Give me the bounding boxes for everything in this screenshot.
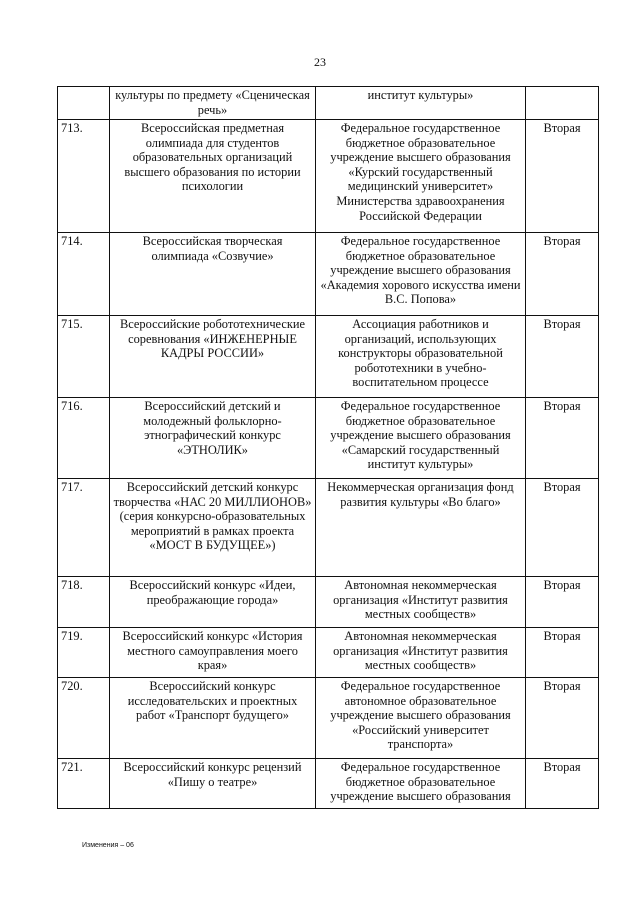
table-row (58, 87, 599, 120)
organizer: институт культуры» (316, 87, 526, 120)
level: Вторая (526, 120, 599, 233)
level: Вторая (526, 759, 599, 809)
organizer: Федеральное государственное бюджетное образовательное учреждение высшего образования (316, 759, 526, 809)
row-number: 714. (58, 233, 110, 316)
table-row (58, 479, 599, 577)
event-name: Всероссийский детский конкурс творчества «НАС 20 МИЛЛИОНОВ» (серия конкурсно-образовательных мероприятий в рамках проекта «МОСТ В БУДУЩЕЕ») (110, 479, 316, 577)
table-row (58, 120, 599, 233)
event-name: Всероссийский конкурс «Идеи, преображающие города» (110, 577, 316, 628)
organizer: Федеральное государственное автономное образовательное учреждение высшего образования «Российский университет транспорта» (316, 678, 526, 759)
row-number: 719. (58, 628, 110, 678)
table-row (58, 577, 599, 628)
level: Вторая (526, 398, 599, 479)
level: Вторая (526, 316, 599, 398)
event-name: Всероссийский конкурс рецензий «Пишу о театре» (110, 759, 316, 809)
table-row (58, 678, 599, 759)
row-number: 716. (58, 398, 110, 479)
organizer: Ассоциация работников и организаций, использующих конструкторы образовательной робототехники в учебно-воспитательном процессе (316, 316, 526, 398)
event-name: Всероссийская предметная олимпиада для студентов образовательных организаций высшего образования по истории психологии (110, 120, 316, 233)
event-name: культуры по предмету «Сценическая речь» (110, 87, 316, 120)
table-row (58, 628, 599, 678)
level: Вторая (526, 577, 599, 628)
row-number (58, 87, 110, 120)
level (526, 87, 599, 120)
level: Вторая (526, 628, 599, 678)
table-row (58, 233, 599, 316)
table-row (58, 398, 599, 479)
event-name: Всероссийский конкурс «История местного самоуправления моего края» (110, 628, 316, 678)
row-number: 721. (58, 759, 110, 809)
olympiad-table (57, 86, 599, 809)
row-number: 717. (58, 479, 110, 577)
event-name: Всероссийская творческая олимпиада «Созвучие» (110, 233, 316, 316)
row-number: 720. (58, 678, 110, 759)
organizer: Федеральное государственное бюджетное образовательное учреждение высшего образования «Академия хорового искусства имени В.С. Попова» (316, 233, 526, 316)
organizer: Некоммерческая организация фонд развития культуры «Во благо» (316, 479, 526, 577)
organizer: Автономная некоммерческая организация «Институт развития местных сообществ» (316, 628, 526, 678)
row-number: 715. (58, 316, 110, 398)
table-row (58, 759, 599, 809)
revision-note: Изменения – 06 (82, 842, 134, 849)
level: Вторая (526, 479, 599, 577)
level: Вторая (526, 678, 599, 759)
row-number: 713. (58, 120, 110, 233)
event-name: Всероссийский конкурс исследовательских и проектных работ «Транспорт будущего» (110, 678, 316, 759)
organizer: Федеральное государственное бюджетное образовательное учреждение высшего образования «Курский государственный медицинский университет» Министерства здравоохранения Российской Федерации (316, 120, 526, 233)
organizer: Автономная некоммерческая организация «Институт развития местных сообществ» (316, 577, 526, 628)
page-number: 23 (314, 55, 326, 69)
organizer: Федеральное государственное бюджетное образовательное учреждение высшего образования «Самарский государственный институт культуры» (316, 398, 526, 479)
event-name: Всероссийские робототехнические соревнования «ИНЖЕНЕРНЫЕ КАДРЫ РОССИИ» (110, 316, 316, 398)
event-name: Всероссийский детский и молодежный фольклорно-этнографический конкурс «ЭТНОЛИК» (110, 398, 316, 479)
level: Вторая (526, 233, 599, 316)
row-number: 718. (58, 577, 110, 628)
table-row (58, 316, 599, 398)
